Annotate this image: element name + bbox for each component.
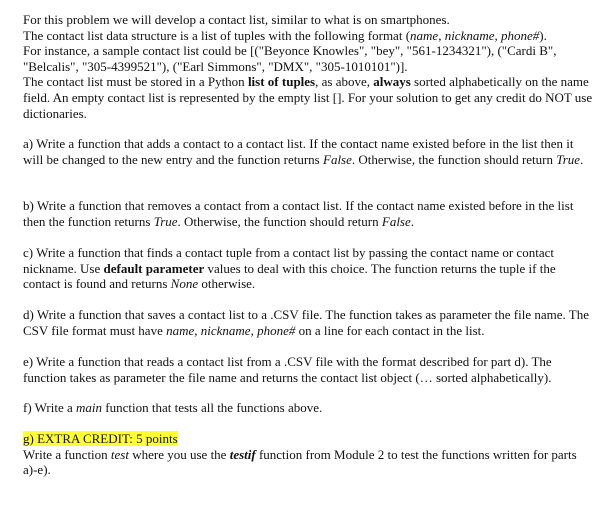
- part-d-text: d) Write a function that saves a contact list to a .CSV file. The function takes as parameter the file name. The CSV file format must have: [23, 307, 590, 338]
- part-c-text: c) Write a function that finds a contact tuple from a contact list by passing the contact name or contact nickname. Use: [23, 245, 554, 276]
- part-a-text-3: .: [580, 151, 584, 167]
- part-c-none: None: [170, 276, 199, 292]
- intro-requirement-end: sorted alphabetically on the name field. An empty contact list is represented by the empty list []. For your solution to get any credit do NOT use dictionaries.: [23, 74, 593, 121]
- part-g-text-3: function from Module 2 to test the functions written for parts a)-e).: [23, 446, 577, 478]
- part-b-false: False: [381, 213, 411, 229]
- intro-line-2: The contact list data structure is a list of tuples with the following format (: [23, 27, 411, 43]
- part-d-text-2: on a line for each contact in the list.: [295, 322, 485, 338]
- part-a-text: a) Write a function that adds a contact to a contact list. If the contact name existed before in the list then it will be changed to the new entry and the function returns: [23, 136, 574, 167]
- part-b-paragraph: [23, 198, 593, 229]
- part-c-default-parameter: default parameter: [103, 260, 205, 276]
- intro-sample-list: For instance, a sample contact list could be [("Beyonce Knowles", "bey", "561-1234321"), ("Cardi B", "Belcalis", "305-4399521"), ("Earl Simmons", "DMX", "305-1010101")].: [23, 43, 557, 74]
- part-c-text-3: otherwise.: [198, 276, 256, 292]
- part-f-text: f) Write a: [23, 400, 77, 415]
- extra-credit-heading: g) EXTRA CREDIT: 5 points: [23, 431, 178, 446]
- part-d-csv-format: name, nickname, phone#: [166, 322, 296, 338]
- part-g-paragraph: [23, 431, 593, 478]
- intro-requirement: The contact list must be stored in a Python: [23, 74, 248, 90]
- part-a-true: True: [556, 151, 581, 167]
- part-c-text-2: values to deal with this choice. The function returns the tuple if the contact is found and returns: [23, 260, 556, 292]
- intro-requirement-mid: , as above,: [315, 74, 374, 90]
- intro-bold-list-of-tuples: list of tuples: [247, 74, 316, 90]
- part-b-true: True: [153, 213, 178, 229]
- part-e-paragraph: [23, 354, 593, 385]
- part-b-text-3: .: [410, 213, 415, 229]
- intro-line-2-end: ).: [539, 27, 547, 43]
- intro-paragraph: [23, 12, 593, 121]
- part-g-text: Write a function: [23, 446, 111, 462]
- intro-format: name, nickname, phone#: [410, 27, 540, 43]
- part-b-text: b) Write a function that removes a contact from a contact list. If the contact name existed before in the list then the function returns: [23, 198, 574, 229]
- part-a-text-2: . Otherwise, the function should return: [351, 151, 557, 167]
- part-b-text-2: . Otherwise, the function should return: [177, 213, 382, 229]
- part-g-text-2: where you use the: [128, 446, 230, 462]
- part-g-test: test: [110, 446, 129, 462]
- part-f-text-2: function that tests all the functions above.: [102, 400, 323, 415]
- part-a-false: False: [323, 151, 352, 167]
- part-e-text: e) Write a function that reads a contact list from a .CSV file with the format described for part d). The function takes as parameter the file name and returns the contact list object (… sorted alphabetically).: [23, 354, 552, 385]
- part-c-paragraph: [23, 245, 593, 292]
- intro-line-1: For this problem we will develop a contact list, similar to what is on smartphones.: [23, 12, 450, 27]
- part-a-paragraph: [23, 136, 593, 167]
- part-g-testif: testif: [229, 446, 256, 462]
- part-d-paragraph: [23, 307, 593, 338]
- part-f-paragraph: [23, 400, 593, 416]
- intro-bold-always: always: [373, 74, 411, 90]
- part-f-main: main: [76, 400, 103, 415]
